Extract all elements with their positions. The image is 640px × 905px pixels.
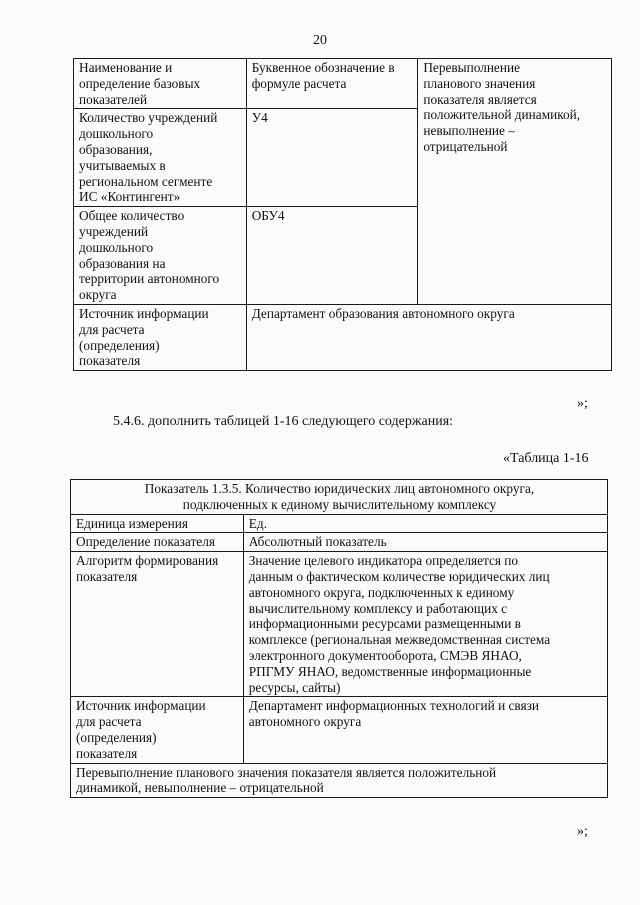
table-cell-label: Определение показателя xyxy=(71,533,244,552)
indicator-passport-table xyxy=(70,479,608,798)
table-row xyxy=(71,533,608,552)
amendment-instruction: 5.4.6. дополнить таблицей 1-16 следующего содержания: xyxy=(113,414,454,429)
table-cell-value: Департамент информационных технологий и связи автономного округа xyxy=(243,697,607,763)
table-cell-source-value: Департамент образования автономного округа xyxy=(246,304,611,370)
table-cell-name-header: Наименование и определение базовых показателей xyxy=(74,59,247,109)
table-row xyxy=(74,59,612,109)
table-cell-letter: ОБУ4 xyxy=(246,207,418,305)
table-row xyxy=(71,763,608,798)
table-cell-value: Значение целевого индикатора определяется по данным о фактическом количестве юридических лиц автономного округа, подключенных к единому вычислительному комплексу и работающих с информационными ресурсами размещенными в комплексе (региональная межведомственная система электронного документооборота, СМЭВ ЯНАО, РПГМУ ЯНАО, ведомственные информационные ресурсы, сайты) xyxy=(243,552,607,697)
table-cell-name: Общее количество учреждений дошкольного образования на территории автономного округа xyxy=(74,207,247,305)
page-number: 20 xyxy=(313,33,327,48)
indicator-base-table xyxy=(73,58,612,371)
closing-quote: »; xyxy=(577,824,588,839)
table-cell-label: Алгоритм формирования показателя xyxy=(71,552,244,697)
table-cell-source-label: Источник информации для расчета (определения) показателя xyxy=(74,304,247,370)
table-row xyxy=(71,552,608,697)
table-cell-label: Единица измерения xyxy=(71,514,244,533)
table-cell-letter: У4 xyxy=(246,109,418,207)
table-title-cell: Показатель 1.3.5. Количество юридических лиц автономного округа, подключенных к единому вычислительному комплексу xyxy=(71,480,608,515)
table-caption: «Таблица 1-16 xyxy=(503,451,589,466)
table-cell-note: Перевыполнение планового значения показателя является положительной динамикой, невыполнение – отрицательной xyxy=(418,59,612,305)
table-row xyxy=(71,514,608,533)
table-row xyxy=(71,697,608,763)
table-cell-value: Абсолютный показатель xyxy=(243,533,607,552)
table-row xyxy=(71,480,608,515)
table-cell-letter-header: Буквенное обозначение в формуле расчета xyxy=(246,59,418,109)
table-cell-name: Количество учреждений дошкольного образования, учитываемых в региональном сегменте ИС «Контингент» xyxy=(74,109,247,207)
closing-quote: »; xyxy=(577,396,588,411)
table-cell-label: Источник информации для расчета (определения) показателя xyxy=(71,697,244,763)
table-cell-value: Ед. xyxy=(243,514,607,533)
table-row xyxy=(74,304,612,370)
table-footer-cell: Перевыполнение планового значения показателя является положительной динамикой, невыполнение – отрицательной xyxy=(71,763,608,798)
